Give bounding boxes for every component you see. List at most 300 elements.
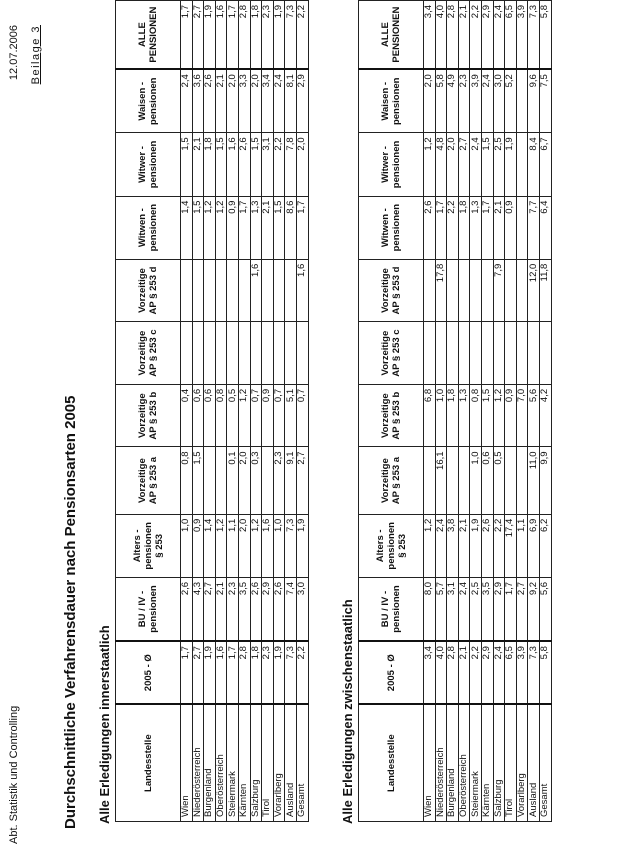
table-cell [516,133,528,196]
table-cell [215,447,227,514]
table-cell [447,447,459,514]
row-label: Kärnten [481,704,493,821]
table-cell: 3,5 [481,577,493,641]
table-cell: 11,8 [539,259,551,322]
table-cell: 2,2 [470,1,482,70]
table-cell: 1,6 [262,514,274,577]
table-cell: 2,4 [493,641,505,704]
table-cell: 9,9 [539,447,551,514]
table-cell: 1,6 [215,1,227,70]
table-cell: 2,0 [238,514,250,577]
table-row [273,1,285,822]
row-label: Kärnten [238,704,250,821]
table-cell [262,259,274,322]
table-cell: 1,7 [505,577,517,641]
table-cell: 7,0 [516,384,528,447]
table-cell: 2,4 [470,133,482,196]
table-cell: 11,0 [528,447,540,514]
table-cell: 1,8 [447,384,459,447]
table-cell: 0,9 [262,384,274,447]
table-cell [539,322,551,385]
table-cell [528,322,540,385]
table-cell: 1,1 [516,514,528,577]
table-cell: 3,8 [447,514,459,577]
table-cell: 4,3 [192,577,204,641]
table-cell: 0,5 [227,384,239,447]
table-cell: 1,2 [204,196,216,259]
table-cell: 2,2 [470,641,482,704]
table-cell: 4,8 [435,133,447,196]
table-cell: 1,9 [296,514,308,577]
table-cell: 1,0 [273,514,285,577]
table-cell: 0,8 [470,384,482,447]
column-header: Witwer - pensionen [116,133,181,196]
column-header: Waisen - pensionen [116,69,181,133]
table-row [262,1,274,822]
table-cell [447,322,459,385]
table-row [181,1,193,822]
table-cell: 7,3 [528,1,540,70]
table-cell [192,259,204,322]
table-cell: 2,9 [296,69,308,133]
table-cell: 6,5 [505,641,517,704]
table-cell [458,447,470,514]
table-cell: 2,3 [273,447,285,514]
table-cell: 1,3 [458,384,470,447]
table-cell: 2,1 [458,514,470,577]
column-header: Vorzeitige AP § 253 d [359,259,424,322]
table-cell [424,259,436,322]
table-row [215,1,227,822]
column-header: Vorzeitige AP § 253 b [116,384,181,447]
table-cell: 7,3 [285,641,297,704]
table-cell: 0,8 [215,384,227,447]
table-cell: 2,4 [181,69,193,133]
table-cell: 1,4 [181,196,193,259]
table-cell: 2,1 [458,1,470,70]
table-row [458,1,470,822]
table-cell: 5,6 [528,384,540,447]
table-cell: 2,0 [447,133,459,196]
table-cell: 2,3 [458,69,470,133]
column-header: Waisen - pensionen [359,69,424,133]
table-row [539,1,551,822]
table-cell: 1,5 [192,196,204,259]
table-cell: 1,2 [215,196,227,259]
table-cell [505,322,517,385]
table-cell: 6,9 [528,514,540,577]
table-cell: 2,7 [296,447,308,514]
table-row [447,1,459,822]
table-cell: 2,2 [493,514,505,577]
table-cell: 1,6 [215,641,227,704]
table-innerstaatlich [115,0,309,822]
table-cell: 0,7 [296,384,308,447]
table-cell: 3,1 [447,577,459,641]
table-cell [227,259,239,322]
table-cell: 3,5 [238,577,250,641]
table-row [481,1,493,822]
table-cell: 1,3 [250,196,262,259]
column-header: Landesstelle [116,704,181,821]
table-cell: 1,4 [204,514,216,577]
table-cell: 5,8 [539,641,551,704]
table-cell [262,322,274,385]
table-cell: 2,6 [181,577,193,641]
row-label: Burgenland [204,704,216,821]
table-cell: 2,1 [262,196,274,259]
table-cell: 2,7 [458,133,470,196]
table-cell: 4,0 [435,1,447,70]
attachment-label: Beilage 3 [30,25,42,85]
table-cell [516,322,528,385]
table-cell: 3,9 [470,69,482,133]
table-cell: 1,2 [250,514,262,577]
table-cell: 8,0 [424,577,436,641]
row-label: Ausland [285,704,297,821]
table-cell: 1,7 [435,196,447,259]
table-cell [215,322,227,385]
table-cell: 1,7 [238,196,250,259]
table-cell: 6,2 [539,514,551,577]
column-header: Vorzeitige AP § 253 c [359,322,424,385]
table-cell: 2,9 [481,641,493,704]
table-cell: 2,0 [424,69,436,133]
table-cell [204,447,216,514]
table-cell: 2,7 [516,577,528,641]
table-cell: 1,8 [204,133,216,196]
table-cell: 1,2 [424,514,436,577]
document-title: Durchschnittliche Verfahrensdauer nach Pensionsarten 2005 [62,395,79,829]
header-row [116,1,181,822]
table-cell [516,447,528,514]
table-cell [204,259,216,322]
table-cell: 3,9 [516,1,528,70]
table-cell: 0,4 [181,384,193,447]
table-cell: 6,4 [539,196,551,259]
table-zwischenstaatlich [358,0,552,822]
table-cell [250,322,262,385]
table-row [435,1,447,822]
table-cell: 2,6 [424,196,436,259]
table-row [192,1,204,822]
table-cell: 0,6 [192,384,204,447]
table-cell: 5,2 [505,69,517,133]
table-cell [273,259,285,322]
table-cell: 1,7 [481,196,493,259]
table-row [204,1,216,822]
table-cell: 0,9 [505,196,517,259]
table-cell [424,447,436,514]
table-cell [227,322,239,385]
table-cell: 2,9 [493,577,505,641]
table-cell: 1,0 [470,447,482,514]
column-header: 2005 - Ø [116,641,181,704]
table-cell [505,259,517,322]
table-cell [181,259,193,322]
table-cell: 1,9 [204,1,216,70]
table-cell [204,322,216,385]
table-cell [481,259,493,322]
table-cell: 2,8 [238,641,250,704]
table-cell: 1,7 [181,1,193,70]
table-cell: 1,9 [273,1,285,70]
table-cell: 1,8 [250,1,262,70]
row-label: Steiermark [470,704,482,821]
row-label: Niederösterreich [192,704,204,821]
table-cell: 7,3 [285,1,297,70]
table-cell: 12,0 [528,259,540,322]
table-cell: 3,4 [424,1,436,70]
table-cell [458,322,470,385]
row-label: Wien [424,704,436,821]
table-cell: 8,1 [285,69,297,133]
table-cell: 6,8 [424,384,436,447]
table-cell [516,259,528,322]
table-cell: 2,3 [262,641,274,704]
table-cell: 1,9 [273,641,285,704]
table-cell: 2,0 [227,69,239,133]
table-cell: 17,4 [505,514,517,577]
table-cell: 1,6 [296,259,308,322]
column-header: Alters - pensionen § 253 [116,514,181,577]
table-cell: 1,9 [505,133,517,196]
table-cell: 1,5 [181,133,193,196]
table-cell [470,322,482,385]
table-cell: 3,0 [493,69,505,133]
table-cell [493,322,505,385]
table-row [250,1,262,822]
section-title-zwischenstaatlich: Alle Erledigungen zwischenstaatlich [340,599,355,824]
table-cell [285,259,297,322]
table-cell: 2,1 [215,69,227,133]
table-cell: 1,0 [181,514,193,577]
row-label: Oberösterreich [215,704,227,821]
table-cell: 1,2 [215,514,227,577]
table-cell [505,447,517,514]
table-cell: 2,8 [238,1,250,70]
table-cell: 2,6 [204,69,216,133]
column-header: ALLE PENSIONEN [359,1,424,70]
table-cell: 0,6 [481,447,493,514]
table-cell: 3,0 [296,577,308,641]
column-header: 2005 - Ø [359,641,424,704]
column-header: BU / IV - pensionen [116,577,181,641]
table-cell: 1,5 [481,384,493,447]
table-cell: 2,4 [273,69,285,133]
column-header: BU / IV - pensionen [359,577,424,641]
table-cell: 0,6 [204,384,216,447]
table-cell: 2,1 [458,641,470,704]
table-cell: 0,8 [181,447,193,514]
row-label: Gesamt [539,704,551,821]
table-cell: 16,1 [435,447,447,514]
table-cell: 2,1 [192,133,204,196]
table-cell: 2,0 [238,447,250,514]
table-cell: 17,8 [435,259,447,322]
table-cell: 3,4 [424,641,436,704]
table-cell [285,322,297,385]
table-cell [516,69,528,133]
table-cell: 1,6 [227,133,239,196]
row-label: Niederösterreich [435,704,447,821]
table-cell [215,259,227,322]
table-cell [458,259,470,322]
table-row [227,1,239,822]
table-cell: 6,5 [505,1,517,70]
column-header: Witwer - pensionen [359,133,424,196]
department-label: Abt. Statistik und Controlling [8,705,20,844]
table-cell: 3,9 [516,641,528,704]
column-header: ALLE PENSIONEN [116,1,181,70]
table-cell [481,322,493,385]
table-cell: 4,9 [447,69,459,133]
table-cell: 7,8 [285,133,297,196]
table-cell: 7,5 [539,69,551,133]
table-cell: 7,9 [493,259,505,322]
table-cell: 1,2 [238,384,250,447]
table-cell: 2,8 [447,1,459,70]
table-cell: 1,2 [493,384,505,447]
table-cell: 2,5 [470,577,482,641]
table-cell: 4,2 [539,384,551,447]
table-row [505,1,517,822]
table-cell: 5,1 [285,384,297,447]
table-cell: 2,7 [192,1,204,70]
table-cell: 1,1 [227,514,239,577]
row-label: Salzburg [250,704,262,821]
column-header: Vorzeitige AP § 253 b [359,384,424,447]
row-label: Wien [181,704,193,821]
row-label: Steiermark [227,704,239,821]
table-cell: 1,0 [435,384,447,447]
table-cell [238,259,250,322]
table-cell: 0,9 [505,384,517,447]
table-cell: 1,8 [458,196,470,259]
table-cell: 7,3 [285,514,297,577]
table-cell: 1,8 [250,641,262,704]
table-cell: 2,3 [262,1,274,70]
table-cell: 2,4 [458,577,470,641]
table-row [238,1,250,822]
table-row [516,1,528,822]
table-cell: 2,6 [238,133,250,196]
table-cell: 0,9 [227,196,239,259]
table-row [424,1,436,822]
table-cell: 5,7 [435,577,447,641]
table-cell: 1,2 [424,133,436,196]
row-label: Vorarlberg [516,704,528,821]
table-cell: 0,9 [192,514,204,577]
table-cell: 4,0 [435,641,447,704]
table-cell: 1,7 [296,196,308,259]
row-label: Gesamt [296,704,308,821]
column-header: Vorzeitige AP § 253 d [116,259,181,322]
table-cell [238,322,250,385]
table-cell: 7,4 [285,577,297,641]
table-cell: 2,4 [481,69,493,133]
table-row [285,1,297,822]
table-row [528,1,540,822]
column-header: Witwen - pensionen [116,196,181,259]
table-cell [192,322,204,385]
table-cell: 0,7 [250,384,262,447]
table-cell: 5,8 [539,1,551,70]
table-cell: 2,6 [273,577,285,641]
table-cell: 1,5 [215,133,227,196]
table-cell: 2,7 [192,641,204,704]
table-cell: 2,4 [435,514,447,577]
row-label: Tirol [262,704,274,821]
table-cell: 1,9 [204,641,216,704]
table-cell: 9,1 [285,447,297,514]
table-cell: 5,6 [539,577,551,641]
table-cell: 6,7 [539,133,551,196]
table-cell: 9,6 [528,69,540,133]
row-label: Salzburg [493,704,505,821]
table-cell: 2,2 [296,641,308,704]
column-header: Vorzeitige AP § 253 a [116,447,181,514]
row-label: Tirol [505,704,517,821]
column-header: Landesstelle [359,704,424,821]
table-cell: 2,2 [296,1,308,70]
table-cell: 3,1 [262,133,274,196]
table-cell [296,322,308,385]
table-cell: 5,8 [435,69,447,133]
row-label: Oberösterreich [458,704,470,821]
table-cell: 9,2 [528,577,540,641]
column-header: Witwen - pensionen [359,196,424,259]
table-cell: 8,6 [285,196,297,259]
table-cell: 2,1 [493,196,505,259]
table-cell: 0,7 [273,384,285,447]
table-row [296,1,308,822]
row-label: Ausland [528,704,540,821]
table-cell: 2,1 [215,577,227,641]
table-cell [516,196,528,259]
table-cell: 1,5 [250,133,262,196]
row-label: Burgenland [447,704,459,821]
table-cell: 2,4 [493,1,505,70]
table-row [493,1,505,822]
table-cell [262,447,274,514]
row-label: Vorarlberg [273,704,285,821]
table-cell: 2,0 [250,69,262,133]
table-cell: 2,0 [296,133,308,196]
table-cell: 2,9 [262,577,274,641]
table-cell [424,322,436,385]
column-header: Vorzeitige AP § 253 c [116,322,181,385]
header-row [359,1,424,822]
table-cell [447,259,459,322]
table-cell: 2,6 [481,514,493,577]
table-row [470,1,482,822]
table-cell: 3,6 [192,69,204,133]
table-cell: 2,9 [481,1,493,70]
table-cell: 3,4 [262,69,274,133]
table-cell: 1,5 [273,196,285,259]
table-cell: 1,7 [181,641,193,704]
table-cell: 1,7 [227,641,239,704]
section-title-innerstaatlich: Alle Erledigungen innerstaatlich [97,625,112,824]
table-cell [435,322,447,385]
table-cell: 8,4 [528,133,540,196]
table-cell: 2,5 [493,133,505,196]
table-cell: 1,7 [227,1,239,70]
table-cell: 7,3 [528,641,540,704]
table-cell: 2,6 [250,577,262,641]
table-cell [181,322,193,385]
